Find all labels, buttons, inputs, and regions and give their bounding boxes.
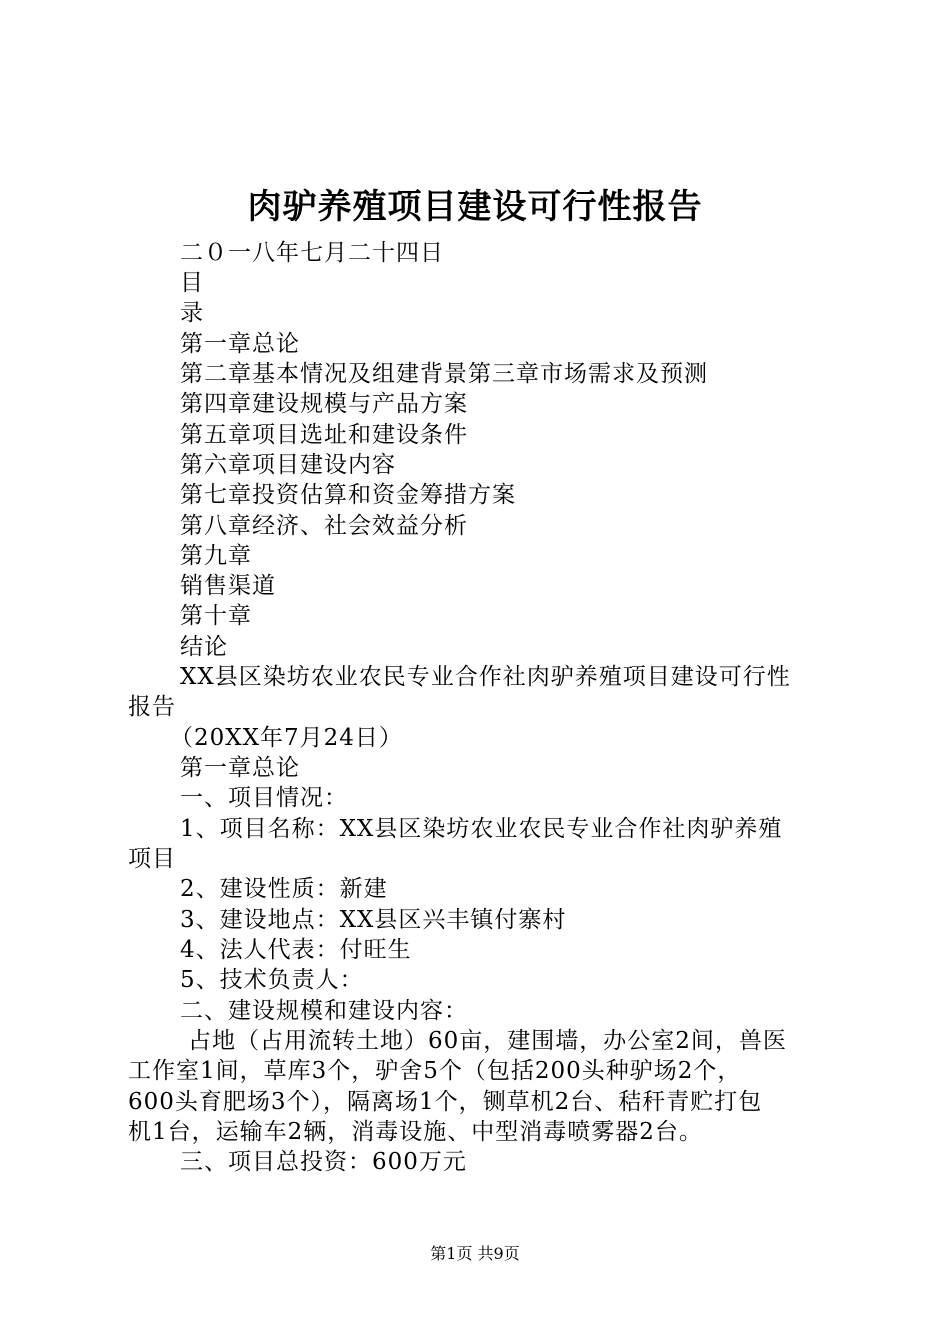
toc-entry: 第二章基本情况及组建背景第三章市场需求及预测 — [180, 361, 708, 387]
toc-entry: 结论 — [180, 634, 228, 660]
document-date: 二０一八年七月二十四日 — [180, 240, 444, 266]
toc-entry: 第四章建设规模与产品方案 — [180, 391, 468, 417]
report-title-line: 报告 — [128, 694, 176, 720]
toc-entry: 第八章经济、社会效益分析 — [180, 513, 468, 539]
project-item: 1、项目名称：XX县区染坊农业农民专业合作社肉驴养殖 — [180, 816, 783, 842]
report-title-line: XX县区染坊农业农民专业合作社肉驴养殖项目建设可行性 — [180, 664, 791, 690]
toc-entry: 第九章 — [180, 543, 252, 569]
project-item: 4、法人代表：付旺生 — [180, 937, 412, 963]
document-title: 肉驴养殖项目建设可行性报告 — [247, 187, 703, 227]
paragraph-line: 工作室1间，草库3个，驴舍5个（包括200头种驴场2个， — [128, 1058, 742, 1084]
toc-entry: 第六章项目建设内容 — [180, 452, 396, 478]
paragraph-line: 占地（占用流转土地）60亩，建围墙，办公室2间，兽医 — [188, 1028, 787, 1054]
section-heading: 二、建设规模和建设内容： — [180, 998, 468, 1024]
section-heading: 三、项目总投资：600万元 — [180, 1149, 467, 1175]
project-item: 3、建设地点：XX县区兴丰镇付寨村 — [180, 907, 567, 933]
paragraph-line: 机1台，运输车2辆，消毒设施、中型消毒喷雾器2台。 — [128, 1119, 703, 1145]
page-footer: 第1页 共9页 — [430, 1244, 520, 1263]
toc-entry: 第十章 — [180, 603, 252, 629]
section-heading: 一、项目情况： — [180, 785, 348, 811]
toc-heading-2: 录 — [180, 300, 204, 326]
chapter-heading: 第一章总论 — [180, 755, 300, 781]
toc-entry: 销售渠道 — [180, 573, 276, 599]
project-item: 2、建设性质：新建 — [180, 876, 388, 902]
paragraph-line: 600头育肥场3个），隔离场1个，铡草机2台、秸秆青贮打包 — [128, 1089, 763, 1115]
toc-heading-1: 目 — [180, 270, 204, 296]
toc-entry: 第五章项目选址和建设条件 — [180, 422, 468, 448]
toc-entry: 第七章投资估算和资金筹措方案 — [180, 482, 516, 508]
project-item: 项目 — [128, 846, 176, 872]
toc-entry: 第一章总论 — [180, 331, 300, 357]
project-item: 5、技术负责人： — [180, 967, 364, 993]
report-date: （20XX年7月24日） — [170, 725, 403, 751]
